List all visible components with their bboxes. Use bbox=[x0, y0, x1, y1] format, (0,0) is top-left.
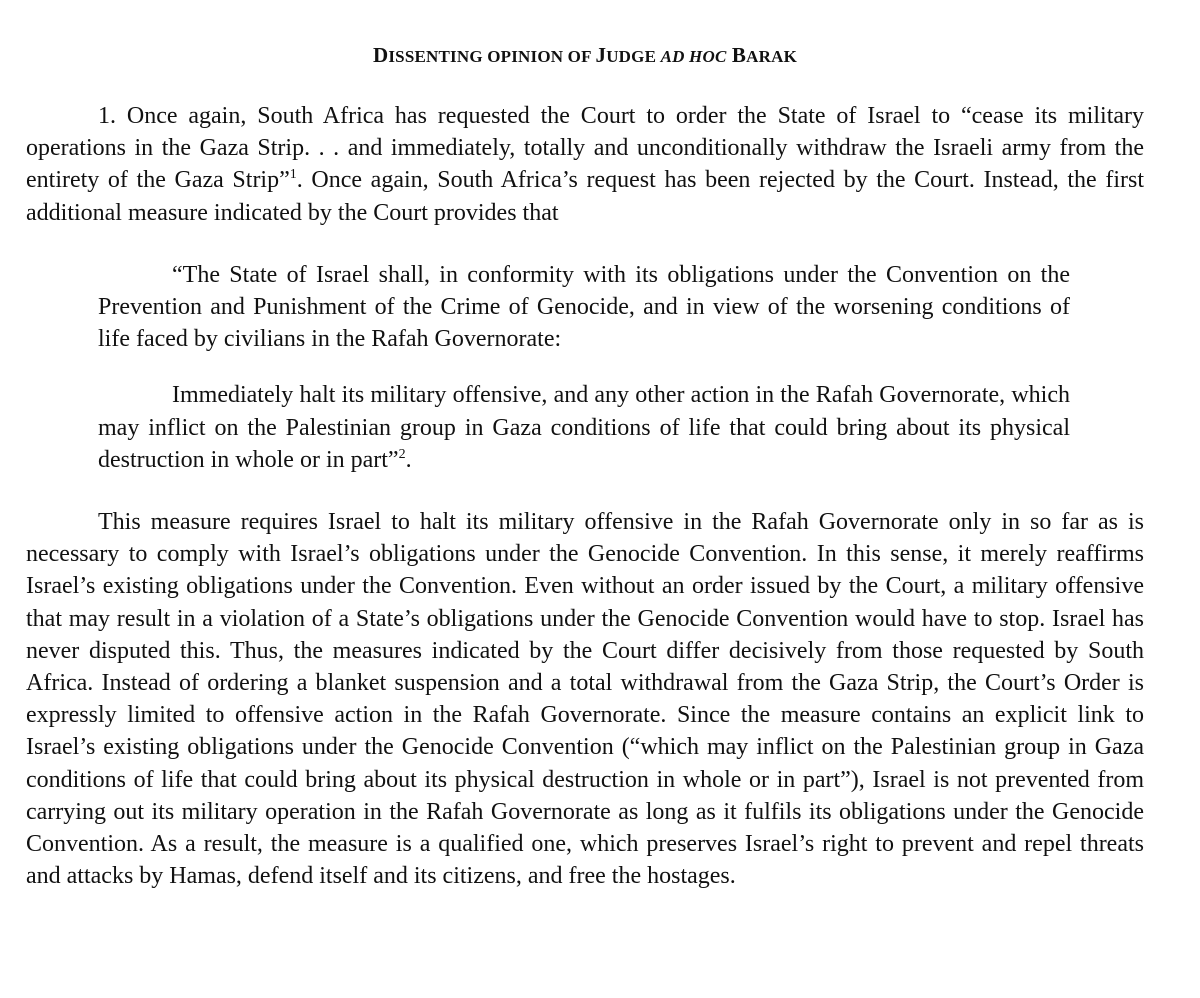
quote-paragraph-2-text: Immediately halt its military offensive, and any other action in the Rafah Governorate, which may inflict on the Palestinian group in Gaza conditions of life that could bring about its physical destruction in whole or in part” bbox=[98, 382, 1070, 473]
quote-paragraph-2-end: . bbox=[405, 446, 412, 473]
title-part1-initial: D bbox=[372, 43, 389, 67]
title-part3-rest: ARAK bbox=[746, 47, 798, 66]
page-title bbox=[26, 38, 1144, 74]
footnote-marker-2: 2 bbox=[398, 446, 406, 462]
quote-paragraph-2 bbox=[98, 379, 1070, 476]
document-page bbox=[26, 38, 1144, 892]
paragraph-2: This measure requires Israel to halt its military offensive in the Rafah Governorate only in so far as is necessary to comply with Israel’s obligations under the Genocide Convention. In this sense, it merely reaffirms Israel’s existing obligations under the Convention. Even without an order issued by the Court, a military offensive that may result in a violation of a State’s obligations under the Genocide Convention would have to stop. Israel has never disputed this. Thus, the measures indicated by the Court differ decisively from those requested by South Africa. Instead of ordering a blanket suspension and a total withdrawal from the Gaza Strip, the Court’s Order is expressly limited to offensive action in the Rafah Governorate. Since the measure contains an explicit link to Israel’s existing obligations under the Genocide Convention (“which may inflict on the Palestinian group in Gaza conditions of life that could bring about its physical destruction in whole or in part”), Israel is not prevented from carrying out its military operation in the Rafah Governorate as long as it fulfils its obligations under the Genocide Convention. As a result, the measure is a qualified one, which preserves Israel’s right to prevent and repel threats and attacks by Hamas, defend itself and its citizens, and free the hostages. bbox=[26, 509, 1144, 890]
title-part1-rest: ISSENTING OPINION OF bbox=[388, 47, 596, 66]
paragraph-1-text: 1. Once again, South Africa has requested the Court to order the State of Israel to “cease its military operations in the Gaza Strip. . . and immediately, totally and unconditionally withdraw the Israeli army from the entirety of the Gaza Strip” bbox=[26, 103, 1144, 194]
quote-paragraph-1: “The State of Israel shall, in conformity with its obligations under the Convention on the Prevention and Punishment of the Crime of Genocide, and in view of the worsening conditions of life faced by civilians in the Rafah Governorate: bbox=[98, 261, 1070, 353]
title-part3-initial: B bbox=[726, 43, 747, 67]
paragraph-1 bbox=[26, 100, 1144, 229]
title-italic: AD HOC bbox=[660, 47, 727, 66]
paragraph-1-text-continued: . Once again, South Africa’s request has been rejected by the Court. Instead, the first additional measure indicated by the Court provides that bbox=[26, 167, 1144, 226]
title-part2-rest: UDGE bbox=[606, 47, 661, 66]
footnote-marker-1: 1 bbox=[289, 167, 297, 183]
block-quote bbox=[98, 259, 1070, 476]
title-part2-initial: J bbox=[595, 43, 607, 67]
